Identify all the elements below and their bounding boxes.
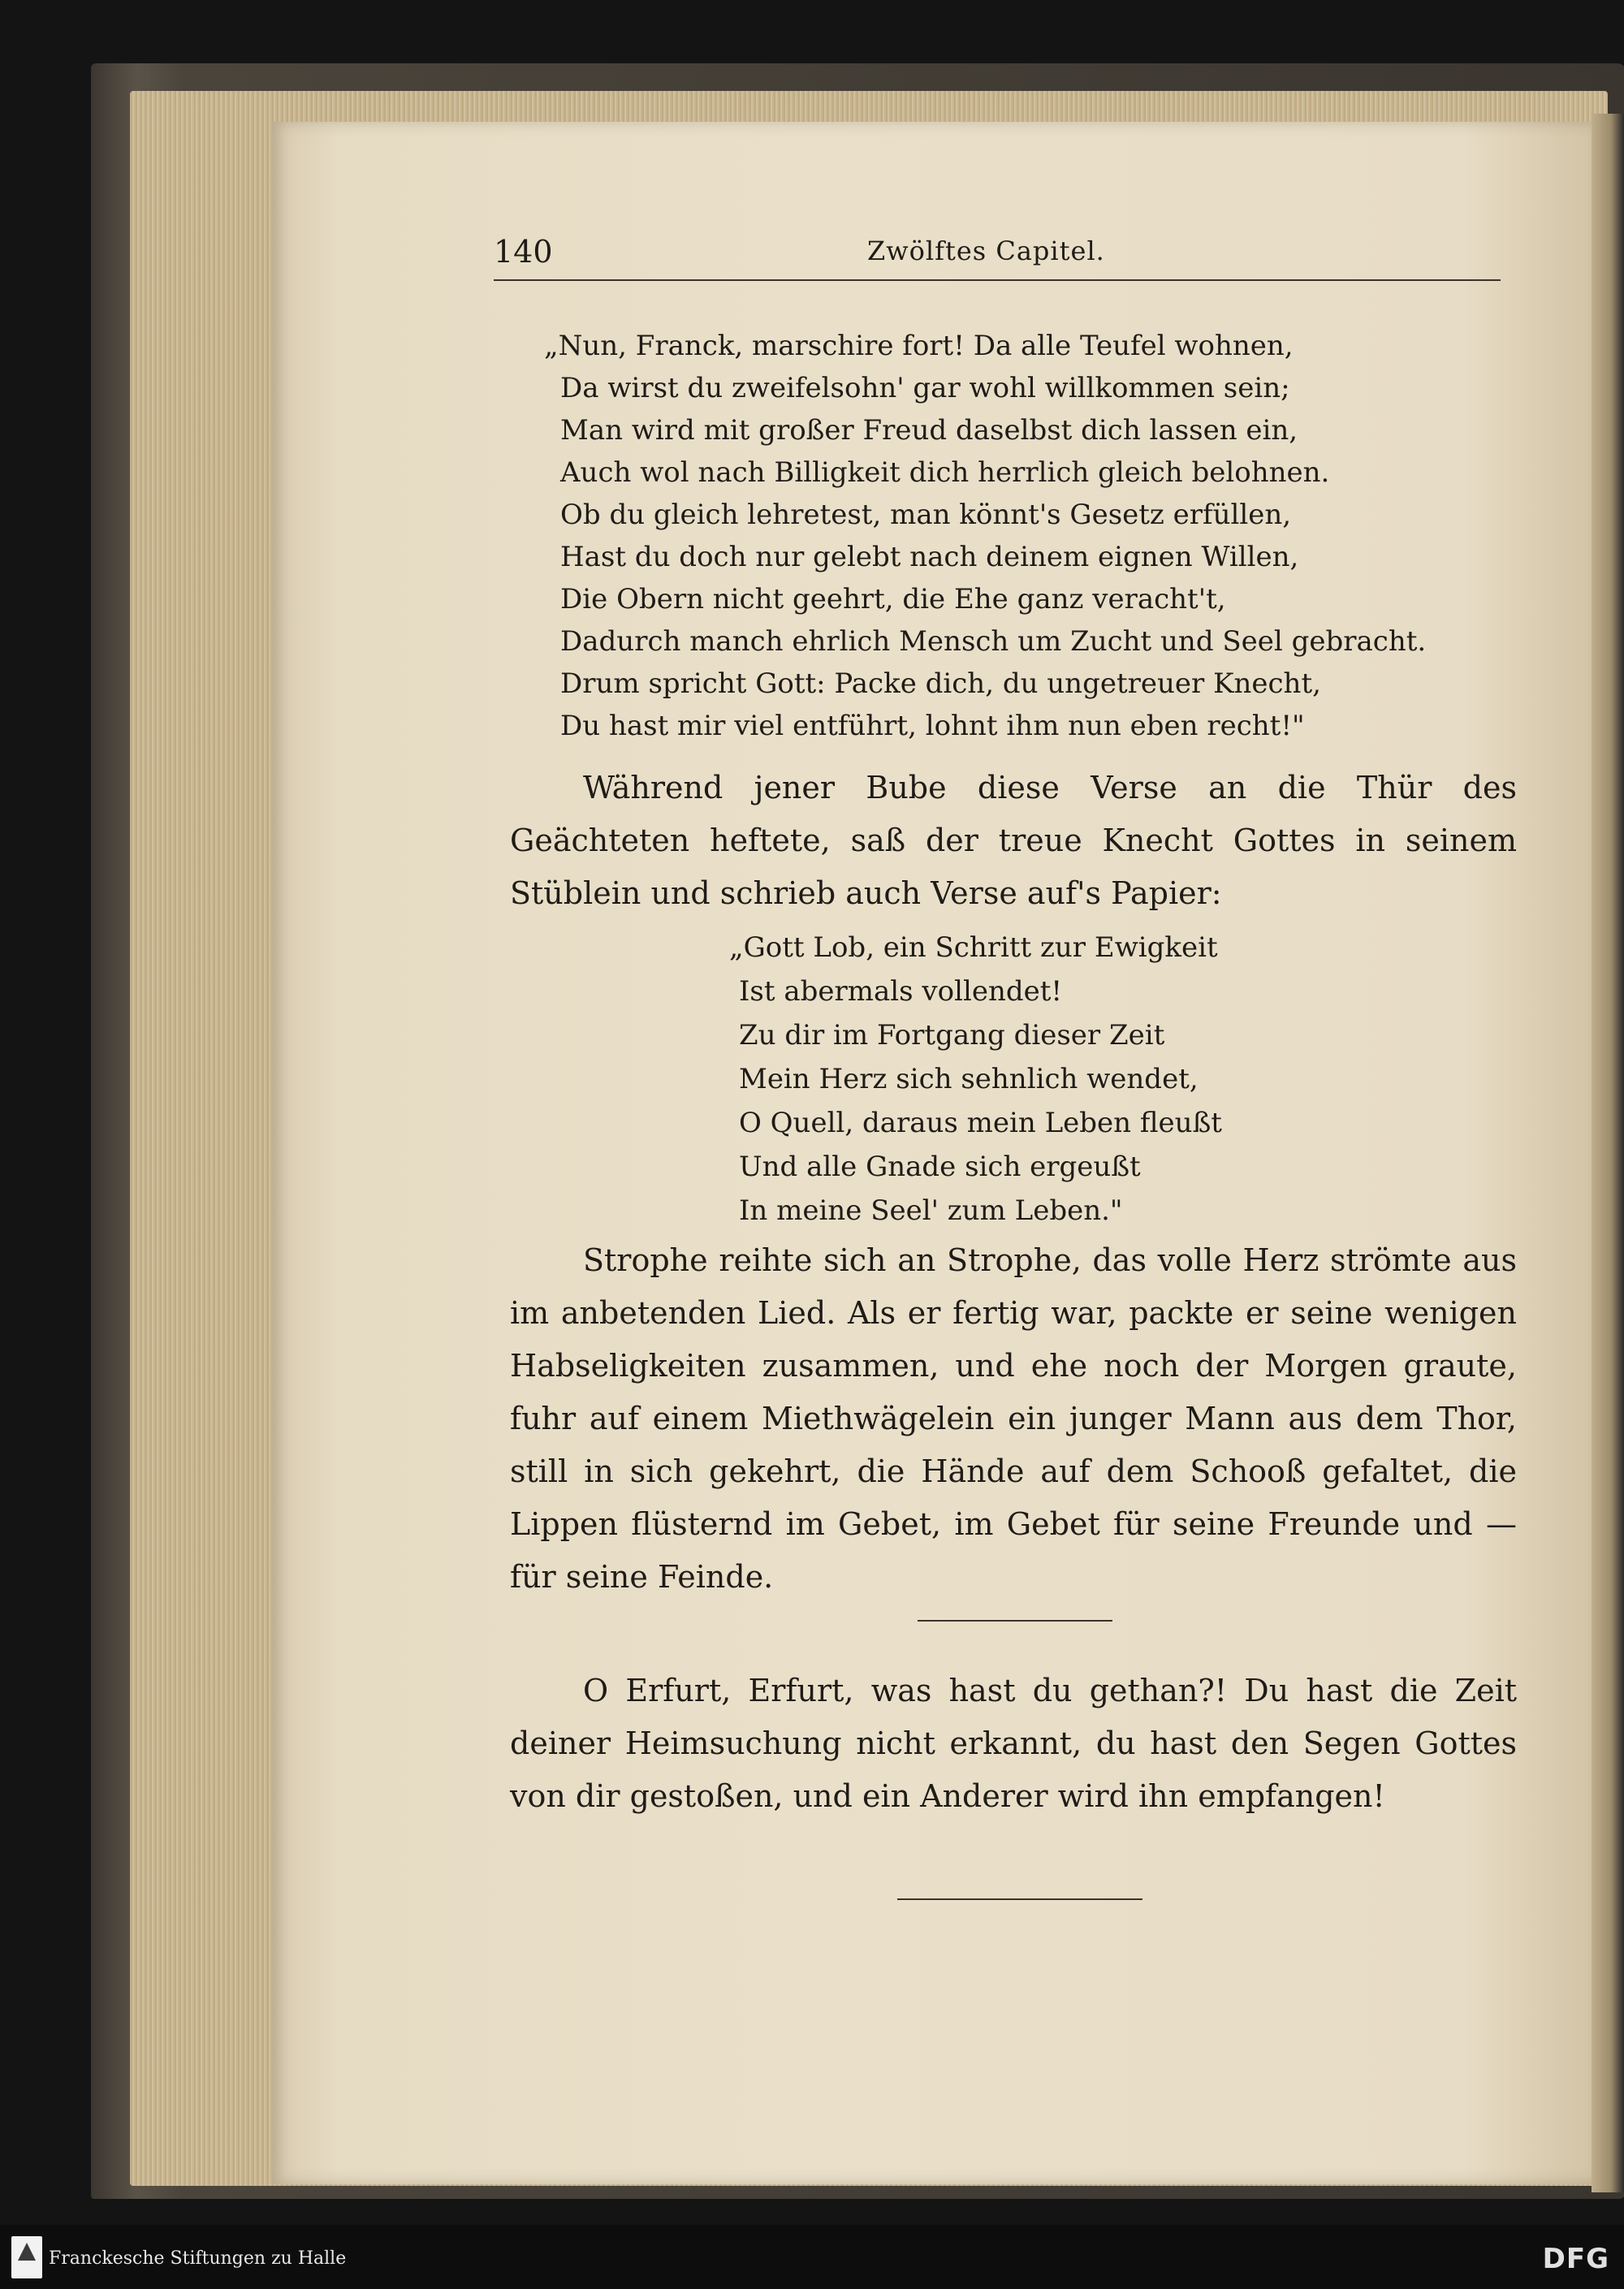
poem-hymn — [729, 926, 1307, 1233]
paragraph-text: Strophe reihte sich an Strophe, das volle Herz strömte aus im anbetenden Lied. Als er fertig war, packte er seine wenigen Habseligkeiten zusammen, und ehe noch der Morgen graute, fuhr auf einem Miethwägelein ein junger Mann aus dem Thor, still in sich gekehrt, die Hände auf dem Schooß gefaltet, die Lippen flüsternd im Gebet, im Gebet für seine Freunde und — für seine Feinde. — [510, 1242, 1517, 1595]
chapter-title: Zwölftes Capitel. — [867, 235, 1105, 266]
end-divider — [897, 1898, 1142, 1900]
poem-line: Und alle Gnade sich ergeußt — [739, 1151, 1141, 1183]
poem-line: Mein Herz sich sehnlich wendet, — [739, 1063, 1199, 1095]
paragraph-erfurt — [510, 1665, 1517, 1823]
institution-name: Franckesche Stiftungen zu Halle — [49, 2248, 347, 2269]
poem-line: Da wirst du zweifelsohn' gar wohl willkommen sein; — [560, 372, 1290, 404]
poem-satire — [544, 325, 1486, 747]
paragraph-text: Während jener Bube diese Verse an die Thür des Geächteten heftete, saß der treue Knecht Gottes in seinem Stüblein und schrieb auch Verse auf's Papier: — [510, 770, 1517, 911]
poem-line: Hast du doch nur gelebt nach deinem eignen Willen, — [560, 541, 1299, 573]
poem-line: Drum spricht Gott: Packe dich, du ungetreuer Knecht, — [560, 667, 1321, 700]
paragraph-text: O Erfurt, Erfurt, was hast du gethan?! Du hast die Zeit deiner Heimsuchung nicht erkannt, du hast den Segen Gottes von dir gestoßen, und ein Anderer wird ihn empfangen! — [510, 1673, 1517, 1814]
running-header — [494, 234, 1501, 283]
paragraph-verses — [510, 762, 1517, 920]
header-rule — [494, 279, 1501, 281]
poem-line: Die Obern nicht geehrt, die Ehe ganz veracht't, — [560, 583, 1226, 615]
poem-line: Auch wol nach Billigkeit dich herrlich gleich belohnen. — [560, 456, 1330, 489]
poem-line: Ist abermals vollendet! — [739, 975, 1063, 1008]
section-divider — [918, 1620, 1112, 1622]
poem-line: In meine Seel' zum Leben." — [739, 1194, 1123, 1227]
institution-logo — [11, 2236, 42, 2278]
poem-line: Man wird mit großer Freud daselbst dich lassen ein, — [560, 414, 1298, 447]
poem-line: „Nun, Franck, marschire fort! Da alle Teufel wohnen, — [544, 330, 1294, 362]
page-number: 140 — [494, 234, 553, 270]
poem-line: Zu dir im Fortgang dieser Zeit — [739, 1019, 1165, 1052]
paragraph-departure — [510, 1234, 1517, 1604]
poem-line: Dadurch manch ehrlich Mensch um Zucht und Seel gebracht. — [560, 625, 1427, 658]
poem-line: Du hast mir viel entführt, lohnt ihm nun eben recht!" — [560, 710, 1305, 742]
page-right-edge — [1592, 114, 1624, 2192]
poem-line: „Gott Lob, ein Schritt zur Ewigkeit — [729, 931, 1218, 964]
poem-line: Ob du gleich lehretest, man könnt's Gesetz erfüllen, — [560, 499, 1292, 531]
poem-line: O Quell, daraus mein Leben fleußt — [739, 1107, 1222, 1139]
dfg-logo: DFG — [1542, 2243, 1609, 2275]
logo-mark-icon — [18, 2243, 36, 2261]
